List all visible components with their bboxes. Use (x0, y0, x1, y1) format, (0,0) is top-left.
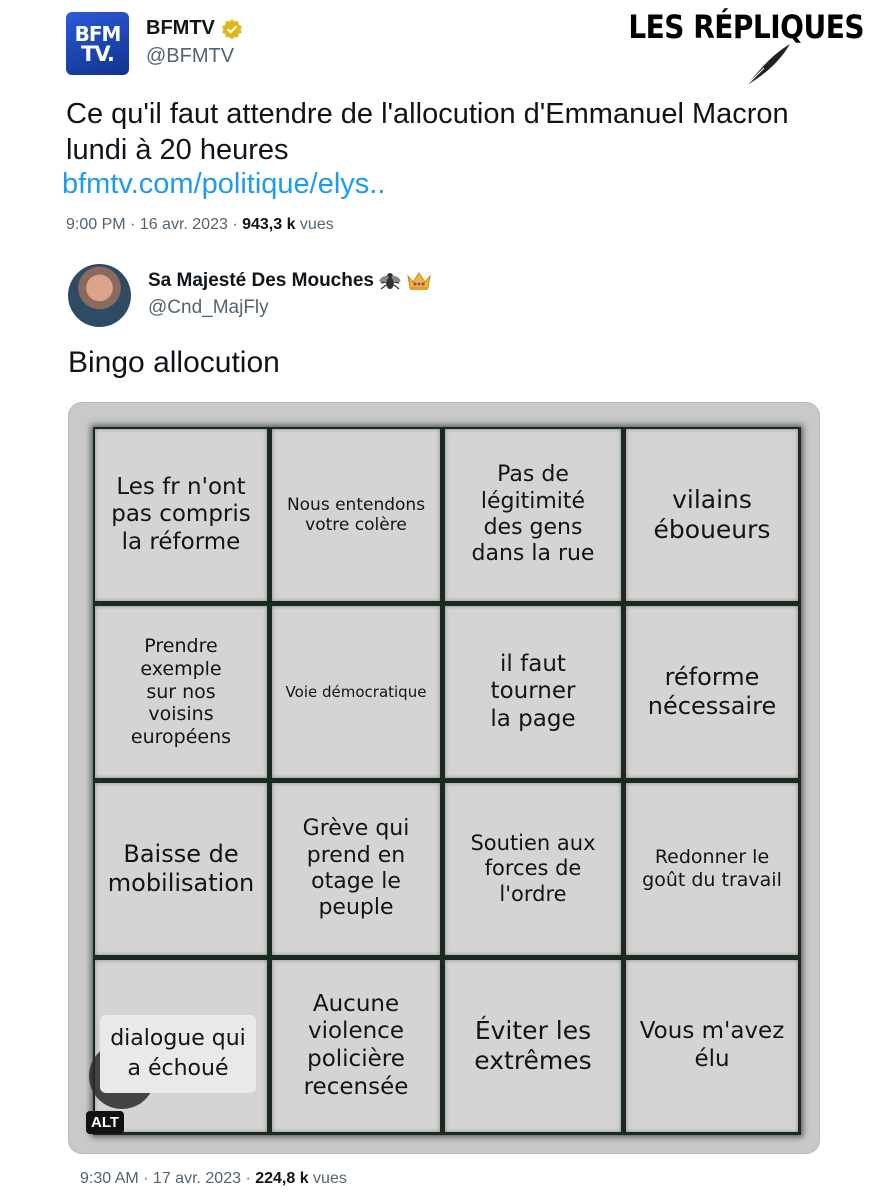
logo-text: TV. (81, 41, 114, 66)
brand-title: LES RÉPLIQUES (628, 8, 864, 46)
bingo-cell-caption: dialogue qui a échoué (100, 1015, 256, 1093)
view-count: 224,8 k (255, 1170, 309, 1187)
fly-icon (378, 269, 402, 293)
author-handle[interactable]: @BFMTV (146, 45, 235, 67)
tweet-timestamp[interactable]: 9:30 AM · 17 avr. 2023 · (80, 1170, 256, 1187)
bingo-cell: Voie démocratique (272, 606, 440, 778)
quill-icon (744, 42, 794, 88)
bingo-cell: Pas de légitimité des gens dans la rue (445, 429, 621, 601)
tweet-meta (66, 216, 334, 234)
author-name[interactable] (148, 269, 432, 293)
verified-gold-icon (221, 18, 243, 40)
bingo-cell: Aucune violence policière recensée (272, 960, 440, 1132)
bingo-cell: Soutien aux forces de l'ordre (445, 783, 621, 955)
avatar[interactable] (68, 264, 131, 327)
crown-icon (406, 270, 432, 292)
bingo-cell: vilains éboueurs (626, 429, 798, 601)
bingo-cell: Prendre exemple sur nos voisins européens (95, 606, 267, 778)
bingo-cell: il faut tourner la page (445, 606, 621, 778)
author-name[interactable] (146, 17, 243, 40)
views-label: vues (308, 1170, 347, 1187)
bingo-cell: Vous m'avez élu (626, 960, 798, 1132)
tweet-timestamp[interactable]: 9:00 PM · 16 avr. 2023 · (66, 216, 243, 233)
bingo-cell: Éviter les extrêmes (445, 960, 621, 1132)
tweet-text: Ce qu'il faut attendre de l'allocution d'Emmanuel Macron lundi à 20 heures (66, 98, 789, 166)
bfmtv-avatar[interactable] (66, 12, 129, 75)
author-name-text: Sa Majesté Des Mouches (148, 270, 374, 291)
author-name-text: BFMTV (146, 17, 215, 39)
bingo-cell: Baisse de mobilisation (95, 783, 267, 955)
tweet-link[interactable]: bfmtv.com/politique/elys.. (62, 168, 386, 200)
bingo-cell: réforme nécessaire (626, 606, 798, 778)
views-label: vues (295, 216, 334, 233)
author-handle[interactable]: @Cnd_MajFly (148, 297, 269, 318)
bingo-cell: Nous entendons votre colère (272, 429, 440, 601)
bingo-cell: Grève qui prend en otage le peuple (272, 783, 440, 955)
alt-badge[interactable]: ALT (86, 1111, 124, 1134)
tweet-text: Bingo allocution (68, 346, 280, 379)
view-count: 943,3 k (242, 216, 296, 233)
logo-text: BFM (74, 21, 121, 46)
tweet-meta (80, 1170, 347, 1188)
bingo-cell: Les fr n'ont pas compris la réforme (95, 429, 267, 601)
bingo-image[interactable] (68, 402, 820, 1154)
bingo-cell: Redonner le goût du travail (626, 783, 798, 955)
